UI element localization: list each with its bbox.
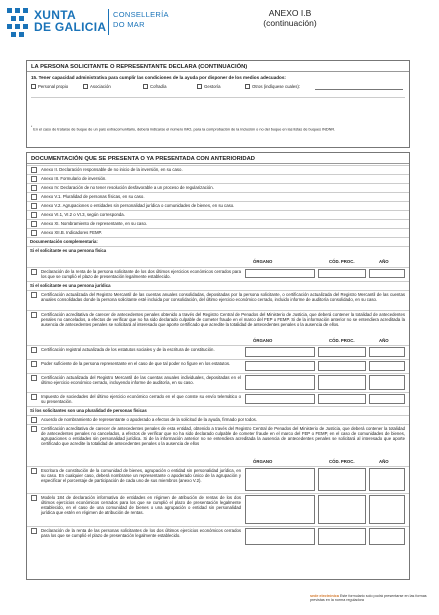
- proc-code-field[interactable]: [318, 468, 366, 491]
- complementary-label: Documentación complementaria:: [30, 239, 98, 244]
- xunta-logo-icon: [6, 7, 29, 39]
- doc-label: Declaración de la renta de la persona solicitante de los dos últimos ejercicios económicos cerrados para los que se cumplió el plazo de presentación legalmente establecido.: [41, 269, 241, 280]
- checkbox[interactable]: [31, 194, 37, 200]
- column-header-year: AÑO: [379, 459, 389, 464]
- organ-field[interactable]: [245, 361, 315, 371]
- subhead-physical-person: Si el solicitante es una persona física: [30, 248, 107, 253]
- proc-code-field[interactable]: [318, 269, 366, 278]
- column-header-proc-code: CÓD. PROC.: [329, 459, 355, 464]
- doc-row: [27, 267, 409, 279]
- doc-row: [27, 392, 409, 405]
- annex-row: [27, 165, 409, 174]
- year-field[interactable]: [369, 347, 405, 357]
- footer-text: Este formulario solo podrá presentarse en las formas previstas en la norma reguladora: [310, 594, 427, 603]
- annex-row: [27, 210, 409, 219]
- subhead-row: [27, 281, 409, 290]
- annex-row: [27, 183, 409, 192]
- annex-label: Anexo II. Declaración responsable de no inicio de la inversión, en su caso.: [41, 167, 183, 172]
- proc-code-field[interactable]: [318, 361, 366, 371]
- checkbox[interactable]: [31, 495, 37, 501]
- year-field[interactable]: [369, 468, 405, 491]
- option-others[interactable]: [245, 83, 300, 91]
- footnote: * En el caso de tratarse de buque de un país extracomunitario, deberá indicarse el número IMO, para la comprobación de la inclusión o no del buque en las listas de buques INDNR.: [31, 125, 336, 132]
- annex-label: Anexo XI. Nombramiento de representante, en su caso.: [41, 221, 148, 226]
- annex-row: [27, 174, 409, 183]
- doc-label: Declaración de la renta de las personas solicitantes de los dos últimos ejercicios económicos cerrados para los que se cumplió el plazo de presentación legalmente establecido.: [41, 528, 241, 539]
- option-label: Asociación: [90, 84, 111, 89]
- footer-note: [310, 594, 432, 603]
- brand-line-2: DE GALICIA: [34, 20, 107, 34]
- checkbox[interactable]: [31, 312, 37, 318]
- organ-field[interactable]: [245, 269, 315, 278]
- checkbox[interactable]: [31, 269, 37, 275]
- year-field[interactable]: [369, 269, 405, 278]
- option-own-staff[interactable]: [31, 83, 68, 91]
- checkbox[interactable]: [31, 185, 37, 191]
- option-gestoria[interactable]: [197, 83, 220, 91]
- column-header-organ: ÓRGANO: [253, 459, 273, 464]
- proc-code-field[interactable]: [318, 528, 366, 545]
- annex-label: Anexo V.2. Agrupaciones o entidades sin personalidad jurídica o comunidades de bienes, en su caso.: [41, 203, 235, 208]
- checkbox[interactable]: [143, 84, 148, 89]
- doc-row: [27, 373, 409, 391]
- page-header: [0, 0, 439, 52]
- doc-label: Impuesto de sociedades del último ejercicio económico cerrado en el que conste su envío telemático o su presentación.: [41, 394, 241, 405]
- annex-row: [27, 228, 409, 237]
- column-header-proc-code: CÓD. PROC.: [329, 338, 355, 343]
- checkbox[interactable]: [31, 426, 37, 432]
- subhead-legal-person: Si el solicitante es una persona jurídica: [30, 283, 111, 288]
- proc-code-field[interactable]: [318, 347, 366, 357]
- doc-label: Certificación actualizada del Registro Mercantil de las cuentas anuales consolidadas, depositadas por la persona solicitante, o certificación actualizada del Registro Mercantil de las cuentas anuales consolidadas donde la persona solicitante esté incluida por consolidación, del último ejercicio económico cerrado, incluido informe de auditoría consolidado, en su caso.: [41, 292, 405, 303]
- checkbox[interactable]: [31, 394, 37, 400]
- doc-label: Certificación acreditativa de carecer de antecedentes penales obtenido a través del Registro Central de Penados del Ministerio de Justicia, que deberá contener la totalidad de antecedentes penales no cancelados, a efectos de verificar que no ha sido declarado culpable de cometer fraude en el marco del FEP o FEMP. Si de la información anterior no se entendiera acreditada la ausencia de antecedentes penales se solicitará al interesado que aporte certificado que acredite la totalidad de antecedentes penales o la ausencia de ellos.: [41, 312, 405, 328]
- doc-label: Certificación registral actualizada de los estatutos sociales y de la escritura de constitución.: [41, 347, 215, 352]
- doc-label: Modelo 184 de declaración informativa de entidades en régimen de atribución de rentas de los dos últimos ejercicios económicos cerrados para los que se cumplió el plazo de presentación legalmente establecido, en el caso de una comunidad de bienes o una agrupación o entidad sin personalidad jurídica que estén en régimen de atribución de rentas.: [41, 495, 241, 516]
- section-title: LA PERSONA SOLICITANTE O REPRESENTANTE DECLARA (CONTINUACIÓN): [27, 61, 409, 72]
- doc-row: [27, 466, 409, 492]
- doc-row: [27, 493, 409, 525]
- checkbox[interactable]: [31, 203, 37, 209]
- annex-label: Anexo VI.1, VI.2 o VI.3, según corresponda.: [41, 212, 125, 217]
- annex-label: Anexo V.1. Pluralidad de personas físicas, en su caso.: [41, 194, 145, 199]
- checkbox[interactable]: [31, 417, 37, 423]
- doc-row: [27, 526, 409, 546]
- dept-line-2: DO MAR: [113, 20, 145, 29]
- doc-label: Escritura de constitución de la comunidad de bienes, agrupación o entidad sin personalidad jurídica, en su caso. En cualquier caso, deberá nombrarse un representante o apoderado único de la agrupación y especificar el porcentaje de participación de cada uno de sus miembros (anexo V.2).: [41, 468, 241, 484]
- annex-label: Anexo XII.B. Indicadores FEMP.: [41, 230, 103, 235]
- doc-row: [27, 415, 409, 424]
- option-cofradia[interactable]: [143, 83, 166, 91]
- checkbox[interactable]: [245, 84, 250, 89]
- annex-title: [255, 8, 325, 28]
- annex-title-main: ANEXO I.B: [268, 8, 312, 18]
- checkbox[interactable]: [31, 361, 37, 367]
- organ-field[interactable]: [245, 468, 315, 491]
- checkbox[interactable]: [31, 528, 37, 534]
- option-label: Personal propio: [38, 84, 69, 89]
- proc-code-field[interactable]: [318, 495, 366, 524]
- checkbox[interactable]: [31, 212, 37, 218]
- column-header-proc-code: CÓD. PROC.: [329, 259, 355, 264]
- doc-row: [27, 345, 409, 358]
- year-field[interactable]: [369, 375, 405, 390]
- subhead-row: [27, 406, 409, 415]
- others-input[interactable]: [315, 89, 403, 90]
- annex-row: [27, 192, 409, 201]
- department-name: [113, 10, 169, 30]
- organ-field[interactable]: [245, 394, 315, 404]
- checkbox[interactable]: [31, 375, 37, 381]
- option-association[interactable]: [83, 83, 111, 91]
- option-label: Cofradía: [150, 84, 167, 89]
- annex-label: Anexo IV. Declaración de no tener resolución desfavorable a un proceso de regularización.: [41, 185, 214, 190]
- year-field[interactable]: [369, 495, 405, 524]
- brand-name: [34, 9, 106, 33]
- annex-label: Anexo III. Formulario de inversión.: [41, 176, 107, 181]
- checkbox[interactable]: [31, 176, 37, 182]
- dept-line-1: CONSELLERÍA: [113, 10, 169, 19]
- proc-code-field[interactable]: [318, 394, 366, 404]
- header-divider: [108, 9, 109, 35]
- section-title: DOCUMENTACIÓN QUE SE PRESENTA O YA PRESENTADA CON ANTERIORIDAD: [27, 153, 409, 164]
- doc-label: Acuerdo de nombramiento de representante o apoderado a efectos de la solicitud de la ayuda, firmado por todos.: [41, 417, 257, 422]
- doc-label: Certificación acreditativa de carecer de antecedentes penales de esta entidad, obtenido a través del Registro Central de Penados del Ministerio de Justicia, que deberá contener la totalidad de antecedentes penales no cancelados, a efectos de verificar que no ha sido declarado culpable de cometer fraude en el marco del FEP o FEMP, en el caso de comunidades de bienes, agrupaciones o entidades sin personalidad jurídica. Si de la información anterior no se entendiera acreditada la ausencia de antecedentes penales se solicitará al interesado que aporte certificado que acredite la totalidad de antecedentes penales o la ausencia de ellos: [41, 426, 405, 447]
- checkbox[interactable]: [31, 230, 37, 236]
- doc-label: Poder suficiente de la persona representante en el caso de que tal poder no figure en los estatutos.: [41, 361, 231, 366]
- means-options: [31, 83, 405, 92]
- year-field[interactable]: [369, 361, 405, 371]
- organ-field[interactable]: [245, 495, 315, 524]
- option-label: Otros (indíquese cuales):: [252, 84, 301, 89]
- doc-row: [27, 290, 409, 309]
- spacer-row: [31, 97, 405, 121]
- column-header-year: AÑO: [379, 338, 389, 343]
- checkbox[interactable]: [31, 468, 37, 474]
- checkbox[interactable]: [31, 84, 36, 89]
- organ-field[interactable]: [245, 528, 315, 545]
- footer-brand: sede electrónica: [310, 594, 339, 598]
- checkbox[interactable]: [31, 167, 37, 173]
- complementary-row: [27, 237, 409, 246]
- brand-line-1: XUNTA: [34, 8, 76, 22]
- documentation-section: [26, 152, 410, 580]
- question-15: 15. Tener capacidad administrativa para cumplir las condiciones de la ayuda por disponer de los medios adecuados:: [31, 75, 286, 80]
- column-header-year: AÑO: [379, 259, 389, 264]
- annex-row: [27, 219, 409, 228]
- doc-row: [27, 359, 409, 372]
- column-header-organ: ÓRGANO: [253, 259, 273, 264]
- checkbox[interactable]: [31, 347, 37, 353]
- footnote-text: En el caso de tratarse de buque de un país extracomunitario, deberá indicarse el número IMO, para la comprobación de la inclusión o no del buque en las listas de buques INDNR.: [33, 127, 336, 132]
- doc-label: Certificación actualizada del Registro Mercantil de las cuentas anuales individuales, depositadas en el último ejercicio económico cerrado, incluyendo informe de auditoría, en su caso.: [41, 375, 241, 386]
- column-header-organ: ÓRGANO: [253, 338, 273, 343]
- proc-code-field[interactable]: [318, 375, 366, 390]
- annex-row: [27, 201, 409, 210]
- subhead-row: [27, 246, 409, 255]
- doc-row: [27, 310, 409, 335]
- option-label: Gestoría: [204, 84, 221, 89]
- annex-title-sub: (continuación): [263, 18, 317, 28]
- year-field[interactable]: [369, 528, 405, 545]
- year-field[interactable]: [369, 394, 405, 404]
- checkbox[interactable]: [31, 221, 37, 227]
- checkbox[interactable]: [197, 84, 202, 89]
- checkbox[interactable]: [83, 84, 88, 89]
- subhead-plural-persons: Si los solicitantes son una pluralidad de personas físicas: [30, 408, 147, 413]
- checkbox[interactable]: [31, 292, 37, 298]
- organ-field[interactable]: [245, 375, 315, 390]
- declaration-section: [26, 60, 410, 148]
- doc-row: [27, 424, 409, 454]
- organ-field[interactable]: [245, 347, 315, 357]
